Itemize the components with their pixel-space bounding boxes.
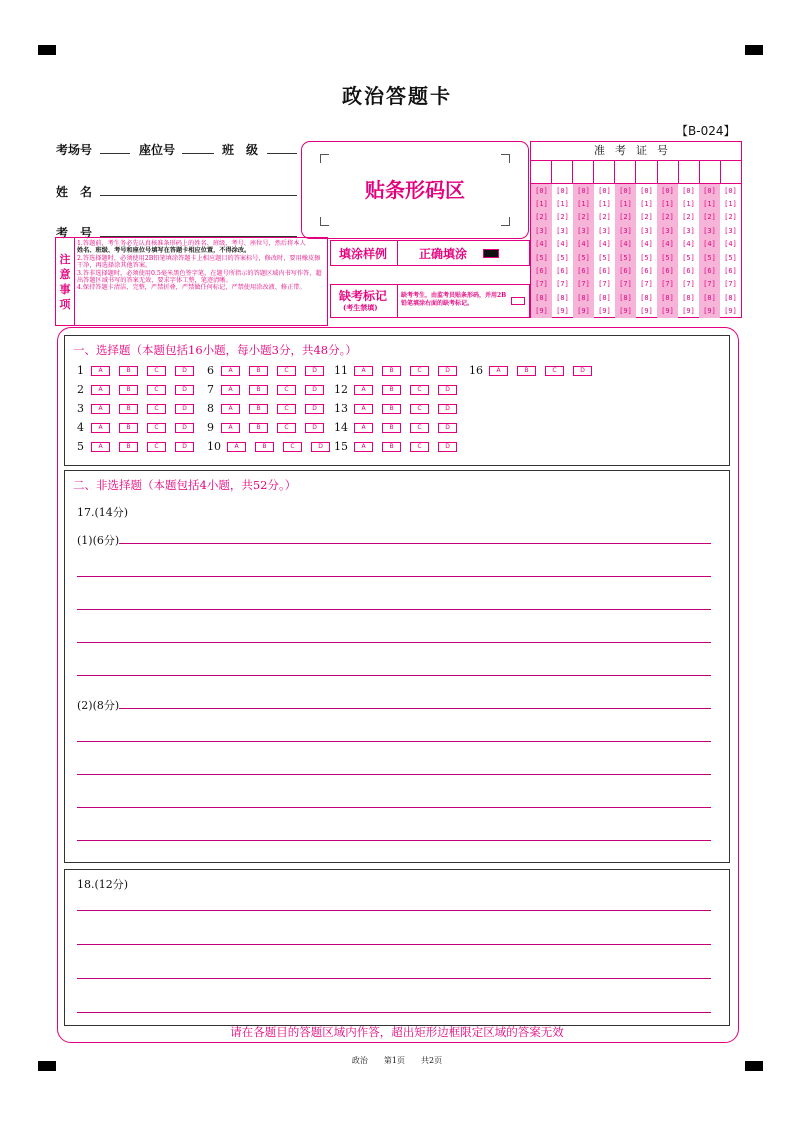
answer-line[interactable] xyxy=(77,944,711,945)
admission-digit-bubble[interactable]: [4] xyxy=(598,240,611,249)
choice-option-bubble[interactable]: C xyxy=(545,366,564,376)
admission-digit-bubble[interactable]: [7] xyxy=(682,280,695,289)
choice-option-bubble[interactable]: B xyxy=(382,423,401,433)
section-open xyxy=(64,470,730,863)
choice-option-bubble[interactable]: D xyxy=(311,442,330,452)
choice-option-bubble[interactable]: B xyxy=(249,423,268,433)
admission-digit-bubble[interactable]: [7] xyxy=(640,280,653,289)
answer-line[interactable] xyxy=(77,840,711,841)
choice-option-bubble[interactable]: A xyxy=(354,442,373,452)
question-17-2-label: (2)(8分) xyxy=(77,699,120,712)
choice-option-bubble[interactable]: C xyxy=(147,385,166,395)
choice-question-number: 13 xyxy=(334,402,348,415)
choice-option-bubble[interactable]: A xyxy=(91,404,110,414)
choice-option-bubble[interactable]: A xyxy=(91,366,110,376)
choice-option-bubble[interactable]: D xyxy=(438,442,457,452)
choice-option-bubble[interactable]: B xyxy=(255,442,274,452)
choice-option-bubble[interactable]: A xyxy=(221,404,240,414)
admission-digit-bubble[interactable]: [5] xyxy=(682,253,695,262)
admission-digit-bubble[interactable]: [6] xyxy=(556,267,569,276)
admission-digit-bubble[interactable]: [7] xyxy=(598,280,611,289)
notes-list xyxy=(77,240,325,292)
admission-digit-column[interactable] xyxy=(552,184,573,318)
admission-digit-bubble[interactable]: [0] xyxy=(598,186,611,195)
note-item: 3.答非选择题时，必须使用0.5毫米黑色签字笔，在题号所指示的答题区域内书写作答，超出答题区域书写的答案无效，要求字体工整，笔迹清晰。 xyxy=(77,269,322,285)
paper-code: 【B-024】 xyxy=(676,124,736,138)
admission-digit-bubble[interactable]: [1] xyxy=(598,200,611,209)
admission-digit-bubble[interactable]: [7] xyxy=(577,280,590,289)
seat-no-field[interactable] xyxy=(182,153,214,154)
admission-digit-bubble[interactable]: [1] xyxy=(577,200,590,209)
admission-number-title: 准考证号 xyxy=(531,142,741,161)
admission-digit-bubble[interactable]: [5] xyxy=(556,253,569,262)
admission-digit-column[interactable] xyxy=(720,184,741,318)
admission-digit-bubble[interactable]: [9] xyxy=(682,307,695,316)
admission-digit-bubble[interactable]: [3] xyxy=(598,226,611,235)
admission-digit-bubble[interactable]: [9] xyxy=(661,307,674,316)
admission-digit-bubble[interactable]: [3] xyxy=(640,226,653,235)
choice-option-bubble[interactable]: D xyxy=(438,366,457,376)
choice-option-bubble[interactable]: D xyxy=(438,385,457,395)
page-title: 政治答题卡 xyxy=(342,84,452,108)
exam-room-field[interactable] xyxy=(100,153,130,154)
choice-question-row xyxy=(207,383,333,396)
answer-line[interactable] xyxy=(77,741,711,742)
choice-option-bubble[interactable]: C xyxy=(147,366,166,376)
admission-digit-bubble[interactable]: [1] xyxy=(661,200,674,209)
choice-question-row xyxy=(207,364,333,377)
admission-digit-bubble[interactable]: [7] xyxy=(619,280,632,289)
choice-question-number: 4 xyxy=(77,421,84,434)
choice-question-row xyxy=(77,383,203,396)
question-18-label: 18.(12分) xyxy=(77,878,129,891)
choice-option-bubble[interactable]: D xyxy=(175,404,194,414)
choice-option-bubble[interactable]: A xyxy=(489,366,508,376)
class-label: 班 级 xyxy=(222,143,259,157)
admission-digit-bubble[interactable]: [6] xyxy=(682,267,695,276)
fill-sample-label: 填涂样例 xyxy=(339,247,388,261)
choice-option-bubble[interactable]: A xyxy=(227,442,246,452)
answer-line[interactable] xyxy=(119,543,711,544)
answer-line[interactable] xyxy=(119,708,711,709)
admission-digit-bubble[interactable]: [3] xyxy=(682,226,695,235)
choice-option-bubble[interactable]: D xyxy=(175,423,194,433)
admission-digit-bubble[interactable]: [5] xyxy=(598,253,611,262)
admission-digit-bubble[interactable]: [0] xyxy=(556,186,569,195)
section-choice xyxy=(64,335,730,466)
choice-question-row xyxy=(334,440,466,453)
choice-option-bubble[interactable]: C xyxy=(147,404,166,414)
choice-option-bubble[interactable]: D xyxy=(175,366,194,376)
absent-mark-bubble[interactable] xyxy=(511,297,525,305)
admission-digit-bubble[interactable]: [5] xyxy=(661,253,674,262)
admission-digit-bubble[interactable]: [0] xyxy=(619,186,632,195)
correct-fill-sample xyxy=(483,249,499,258)
admission-digit-bubble[interactable]: [9] xyxy=(640,307,653,316)
choice-option-bubble[interactable]: D xyxy=(305,366,324,376)
choice-question-number: 8 xyxy=(207,402,214,415)
choice-option-bubble[interactable]: C xyxy=(410,385,429,395)
admission-digit-bubble[interactable]: [6] xyxy=(577,267,590,276)
admission-digit-bubble[interactable]: [7] xyxy=(703,280,716,289)
admission-digit-bubble[interactable]: [4] xyxy=(703,240,716,249)
admission-digit-column[interactable] xyxy=(657,184,678,318)
admission-digit-bubble[interactable]: [6] xyxy=(661,267,674,276)
admission-digit-column[interactable] xyxy=(699,184,720,318)
admission-digit-bubble[interactable]: [8] xyxy=(703,293,716,302)
absent-mark-sublabel: (考生禁填) xyxy=(343,303,378,312)
choice-option-bubble[interactable]: B xyxy=(382,442,401,452)
answer-line[interactable] xyxy=(77,609,711,610)
choice-question-row xyxy=(77,402,203,415)
choice-option-bubble[interactable]: B xyxy=(382,385,401,395)
exam-no-label: 考 号 xyxy=(56,226,93,240)
registration-mark-top-left xyxy=(38,45,56,55)
admission-digit-bubble[interactable]: [8] xyxy=(682,293,695,302)
admission-digit-bubble[interactable]: [4] xyxy=(619,240,632,249)
choice-option-bubble[interactable]: C xyxy=(277,385,296,395)
footer-warning: 请在各题目的答题区域内作答，超出矩形边框限定区域的答案无效 xyxy=(230,1025,564,1039)
choice-question-number: 12 xyxy=(334,383,348,396)
admission-digit-bubble[interactable]: [9] xyxy=(724,307,737,316)
choice-question-number: 6 xyxy=(207,364,214,377)
answer-line[interactable] xyxy=(77,576,711,577)
choice-option-bubble[interactable]: D xyxy=(175,385,194,395)
choice-option-bubble[interactable]: A xyxy=(354,385,373,395)
exam-room-label: 考场号 xyxy=(56,143,93,157)
note-item: 4.保持答题卡清洁、完整，严禁折叠，严禁做任何标记，严禁使用涂改液、修正带。 xyxy=(77,284,306,292)
choice-option-bubble[interactable]: C xyxy=(277,366,296,376)
admission-digit-bubble[interactable]: [7] xyxy=(556,280,569,289)
admission-digit-bubble[interactable]: [9] xyxy=(577,307,590,316)
choice-option-bubble[interactable]: A xyxy=(221,366,240,376)
choice-option-bubble[interactable]: C xyxy=(277,423,296,433)
admission-digit-bubble[interactable]: [6] xyxy=(598,267,611,276)
admission-digit-bubble[interactable]: [7] xyxy=(535,280,548,289)
admission-number-grid xyxy=(530,141,742,318)
admission-digit-bubble[interactable]: [8] xyxy=(598,293,611,302)
choice-option-bubble[interactable]: C xyxy=(147,442,166,452)
section-question-18 xyxy=(64,869,730,1026)
admission-digit-bubble[interactable]: [8] xyxy=(535,293,548,302)
choice-option-bubble[interactable]: A xyxy=(354,366,373,376)
choice-option-bubble[interactable]: B xyxy=(119,366,138,376)
choice-option-bubble[interactable]: B xyxy=(249,404,268,414)
choice-option-bubble[interactable]: B xyxy=(382,404,401,414)
admission-digit-bubble[interactable]: [5] xyxy=(640,253,653,262)
admission-digit-bubble[interactable]: [5] xyxy=(619,253,632,262)
choice-option-bubble[interactable]: C xyxy=(277,404,296,414)
admission-digit-bubble[interactable]: [1] xyxy=(703,200,716,209)
admission-digit-bubble[interactable]: [7] xyxy=(661,280,674,289)
choice-option-bubble[interactable]: A xyxy=(354,423,373,433)
admission-digit-bubble[interactable]: [0] xyxy=(577,186,590,195)
admission-digit-bubble[interactable]: [9] xyxy=(703,307,716,316)
choice-question-row xyxy=(334,421,466,434)
admission-digit-bubble[interactable]: [3] xyxy=(535,226,548,235)
admission-digit-bubble[interactable]: [9] xyxy=(556,307,569,316)
admission-digit-bubble[interactable]: [8] xyxy=(640,293,653,302)
admission-digit-bubble[interactable]: [8] xyxy=(556,293,569,302)
choice-option-bubble[interactable]: C xyxy=(410,423,429,433)
choice-option-bubble[interactable]: B xyxy=(517,366,536,376)
choice-option-bubble[interactable]: D xyxy=(305,423,324,433)
choice-option-bubble[interactable]: D xyxy=(305,404,324,414)
admission-digit-bubble[interactable]: [0] xyxy=(535,186,548,195)
admission-digit-bubble[interactable]: [0] xyxy=(682,186,695,195)
admission-digit-bubble[interactable]: [3] xyxy=(661,226,674,235)
admission-digit-bubble[interactable]: [0] xyxy=(661,186,674,195)
admission-digit-bubble[interactable]: [8] xyxy=(724,293,737,302)
admission-bubble-columns[interactable] xyxy=(531,184,741,318)
admission-digit-bubble[interactable]: [2] xyxy=(661,213,674,222)
choice-question-row xyxy=(77,364,203,377)
admission-number-write-row[interactable] xyxy=(531,161,741,184)
admission-digit-bubble[interactable]: [4] xyxy=(661,240,674,249)
admission-digit-bubble[interactable]: [1] xyxy=(640,200,653,209)
answer-line[interactable] xyxy=(77,774,711,775)
choice-option-bubble[interactable]: C xyxy=(147,423,166,433)
admission-digit-column[interactable] xyxy=(573,184,594,318)
absent-mark-note: 缺考考生，由监考员贴条形码，并用2B铅笔填涂右面的缺考标记。 xyxy=(401,292,507,307)
admission-digit-bubble[interactable]: [2] xyxy=(682,213,695,222)
admission-digit-bubble[interactable]: [1] xyxy=(724,200,737,209)
admission-digit-bubble[interactable]: [4] xyxy=(577,240,590,249)
admission-digit-bubble[interactable]: [8] xyxy=(577,293,590,302)
registration-mark-top-right xyxy=(745,45,763,55)
choice-option-bubble[interactable]: A xyxy=(221,423,240,433)
admission-digit-bubble[interactable]: [2] xyxy=(703,213,716,222)
admission-digit-bubble[interactable]: [4] xyxy=(724,240,737,249)
choice-option-bubble[interactable]: A xyxy=(91,423,110,433)
choice-option-bubble[interactable]: D xyxy=(305,385,324,395)
choice-question-number: 1 xyxy=(77,364,84,377)
admission-digit-bubble[interactable]: [6] xyxy=(724,267,737,276)
admission-digit-bubble[interactable]: [6] xyxy=(703,267,716,276)
admission-digit-bubble[interactable]: [1] xyxy=(556,200,569,209)
choice-question-number: 5 xyxy=(77,440,84,453)
barcode-area xyxy=(301,141,529,239)
admission-digit-bubble[interactable]: [4] xyxy=(640,240,653,249)
admission-digit-bubble[interactable]: [3] xyxy=(577,226,590,235)
choice-option-bubble[interactable]: D xyxy=(438,404,457,414)
absent-mark-label: 缺考标记 xyxy=(339,289,388,303)
admission-digit-column[interactable] xyxy=(636,184,657,318)
answer-line[interactable] xyxy=(77,978,711,979)
choice-question-number: 16 xyxy=(469,364,483,377)
admission-digit-bubble[interactable]: [2] xyxy=(598,213,611,222)
admission-digit-bubble[interactable]: [9] xyxy=(619,307,632,316)
seat-no-label: 座位号 xyxy=(139,143,176,157)
answer-line[interactable] xyxy=(77,1012,711,1013)
admission-digit-bubble[interactable]: [3] xyxy=(556,226,569,235)
admission-digit-bubble[interactable]: [0] xyxy=(640,186,653,195)
choice-question-row xyxy=(207,402,333,415)
admission-digit-bubble[interactable]: [7] xyxy=(724,280,737,289)
class-field[interactable] xyxy=(267,153,297,154)
fill-sample-box xyxy=(330,240,528,318)
choice-question-number: 9 xyxy=(207,421,214,434)
question-17-label: 17.(14分) xyxy=(77,506,129,519)
admission-digit-bubble[interactable]: [4] xyxy=(682,240,695,249)
admission-digit-bubble[interactable]: [2] xyxy=(640,213,653,222)
admission-digit-bubble[interactable]: [1] xyxy=(619,200,632,209)
admission-digit-bubble[interactable]: [1] xyxy=(535,200,548,209)
admission-digit-bubble[interactable]: [8] xyxy=(619,293,632,302)
choice-option-bubble[interactable]: D xyxy=(573,366,592,376)
admission-digit-bubble[interactable]: [9] xyxy=(598,307,611,316)
choice-option-bubble[interactable]: B xyxy=(382,366,401,376)
question-17-1-label: (1)(6分) xyxy=(77,534,120,547)
page-footer: 政治 第1页 共2页 xyxy=(351,1056,443,1065)
choice-question-number: 7 xyxy=(207,383,214,396)
admission-digit-bubble[interactable]: [5] xyxy=(724,253,737,262)
admission-digit-bubble[interactable]: [5] xyxy=(577,253,590,262)
admission-digit-bubble[interactable]: [2] xyxy=(577,213,590,222)
admission-digit-bubble[interactable]: [0] xyxy=(724,186,737,195)
admission-digit-bubble[interactable]: [5] xyxy=(535,253,548,262)
choice-option-bubble[interactable]: C xyxy=(410,442,429,452)
section-choice-title: 一、选择题（本题包括16小题，每小题3分，共48分。） xyxy=(73,343,357,357)
admission-digit-column[interactable] xyxy=(615,184,636,318)
admission-digit-column[interactable] xyxy=(594,184,615,318)
answer-line[interactable] xyxy=(77,910,711,911)
admission-digit-bubble[interactable]: [9] xyxy=(535,307,548,316)
choice-question-row xyxy=(334,364,466,377)
choice-question-row xyxy=(334,383,466,396)
choice-question-number: 3 xyxy=(77,402,84,415)
admission-digit-bubble[interactable]: [3] xyxy=(724,226,737,235)
choice-question-number: 10 xyxy=(207,440,221,453)
notes-box xyxy=(55,237,328,326)
choice-question-row xyxy=(334,402,466,415)
note-item: 2.答选择题时，必须使用2B铅笔填涂答题卡上相应题目的答案标号，修改时，要用橡皮擦干净，再选择涂其他答案。 xyxy=(77,254,321,270)
choice-option-bubble[interactable]: C xyxy=(283,442,302,452)
answer-line[interactable] xyxy=(77,642,711,643)
choice-option-bubble[interactable]: A xyxy=(91,442,110,452)
answer-line[interactable] xyxy=(77,675,711,676)
admission-digit-bubble[interactable]: [3] xyxy=(703,226,716,235)
choice-option-bubble[interactable]: B xyxy=(249,385,268,395)
choice-option-bubble[interactable]: B xyxy=(119,442,138,452)
choice-option-bubble[interactable]: C xyxy=(410,366,429,376)
admission-digit-column[interactable] xyxy=(531,184,552,318)
correct-fill-label: 正确填涂 xyxy=(419,247,468,261)
admission-digit-bubble[interactable]: [6] xyxy=(640,267,653,276)
admission-digit-bubble[interactable]: [8] xyxy=(661,293,674,302)
admission-digit-bubble[interactable]: [6] xyxy=(535,267,548,276)
choice-question-number: 14 xyxy=(334,421,348,434)
admission-digit-bubble[interactable]: [2] xyxy=(724,213,737,222)
choice-question-number: 11 xyxy=(334,364,348,377)
choice-option-bubble[interactable]: C xyxy=(410,404,429,414)
choice-option-bubble[interactable]: D xyxy=(438,423,457,433)
choice-question-row xyxy=(77,440,203,453)
choice-option-bubble[interactable]: B xyxy=(119,385,138,395)
admission-digit-column[interactable] xyxy=(678,184,699,318)
section-open-title: 二、非选择题（本题包括4小题，共52分。） xyxy=(73,478,297,492)
choice-option-bubble[interactable]: A xyxy=(221,385,240,395)
choice-option-bubble[interactable]: D xyxy=(175,442,194,452)
choice-option-bubble[interactable]: A xyxy=(354,404,373,414)
choice-question-row xyxy=(77,421,203,434)
admission-digit-bubble[interactable]: [3] xyxy=(619,226,632,235)
notes-title: 注 意 事 项 xyxy=(56,238,75,325)
admission-digit-bubble[interactable]: [6] xyxy=(619,267,632,276)
admission-digit-bubble[interactable]: [4] xyxy=(556,240,569,249)
admission-digit-bubble[interactable]: [1] xyxy=(682,200,695,209)
choice-question-number: 2 xyxy=(77,383,84,396)
note-item: 1.答题前，考生务必先认真核准条形码上的姓名、班级、考号、座位号，然后将本人 xyxy=(77,240,306,247)
choice-question-row xyxy=(469,364,601,377)
choice-question-row xyxy=(207,421,333,434)
choice-option-bubble[interactable]: A xyxy=(91,385,110,395)
barcode-area-label: 贴条形码区 xyxy=(365,178,465,202)
name-field[interactable] xyxy=(100,195,297,196)
choice-option-bubble[interactable]: B xyxy=(119,404,138,414)
note-item: 姓名、班级、考号和座位号填写在答题卡相应位置，不得涂改。 xyxy=(77,247,251,255)
admission-digit-bubble[interactable]: [0] xyxy=(703,186,716,195)
answer-line[interactable] xyxy=(77,807,711,808)
admission-digit-bubble[interactable]: [2] xyxy=(535,213,548,222)
name-label: 姓 名 xyxy=(56,185,93,199)
choice-option-bubble[interactable]: B xyxy=(249,366,268,376)
admission-digit-bubble[interactable]: [4] xyxy=(535,240,548,249)
admission-digit-bubble[interactable]: [5] xyxy=(703,253,716,262)
choice-question-number: 15 xyxy=(334,440,348,453)
admission-digit-bubble[interactable]: [2] xyxy=(619,213,632,222)
choice-question-row xyxy=(207,440,339,453)
admission-digit-bubble[interactable]: [2] xyxy=(556,213,569,222)
choice-option-bubble[interactable]: B xyxy=(119,423,138,433)
